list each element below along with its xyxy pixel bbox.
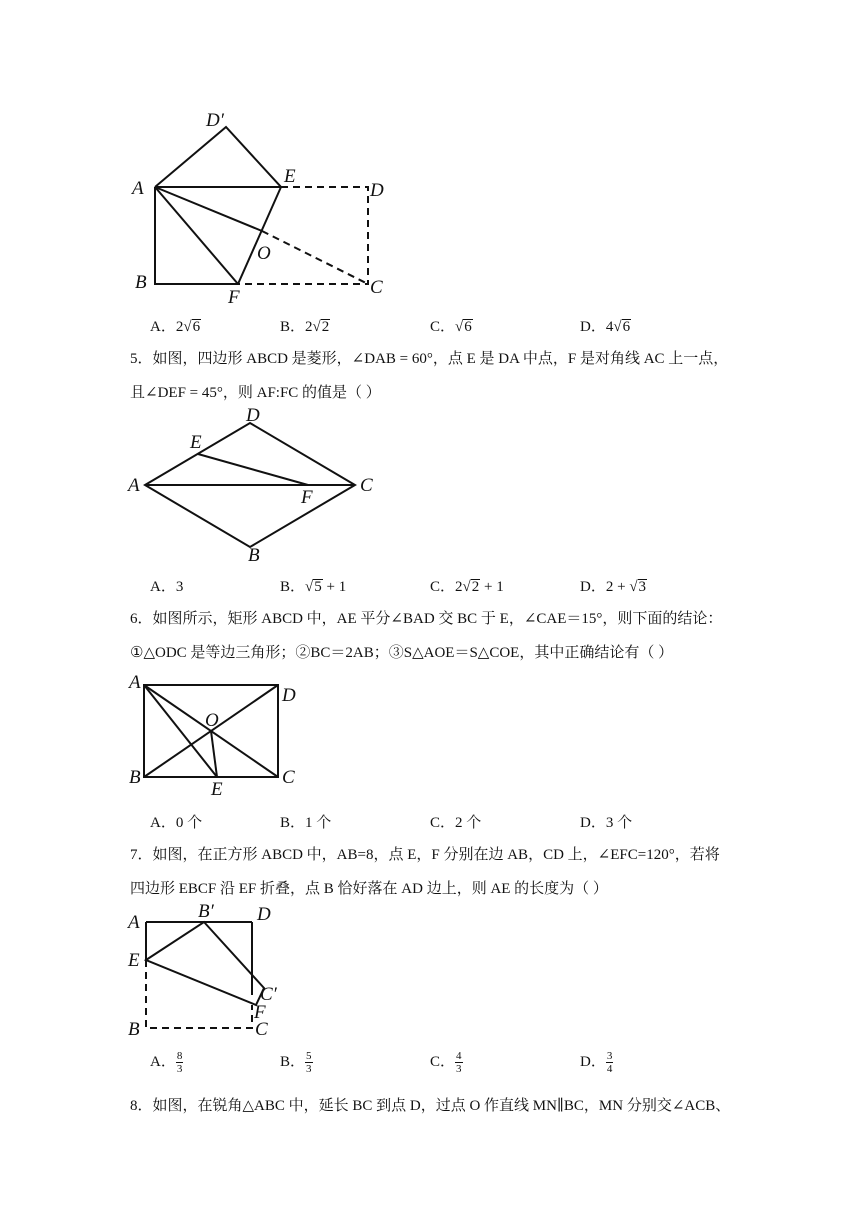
- figure-q5: [120, 405, 390, 565]
- q4-option-d[interactable]: D．4√6: [580, 319, 631, 335]
- fig5-label-f: F: [301, 487, 313, 508]
- fig7-dashed-original: [146, 960, 252, 1028]
- fig7-label-b: B: [128, 1019, 140, 1040]
- fig6-label-o: O: [205, 710, 219, 731]
- fig4-label-o: O: [257, 243, 271, 264]
- fig6-label-d: D: [282, 685, 296, 706]
- fig4-label-b: B: [135, 272, 147, 293]
- fig4-segment-af: [155, 187, 238, 284]
- q7-option-b[interactable]: B． $\frac{5}{3}$: [280, 1050, 312, 1076]
- fig5-label-b: B: [248, 545, 260, 566]
- q6-options: [0, 811, 860, 835]
- fig7-label-a: A: [128, 912, 140, 933]
- q7-stem: [130, 838, 750, 906]
- fig4-label-a: A: [132, 178, 144, 199]
- q5-stem: [130, 342, 750, 410]
- fig6-label-e: E: [211, 779, 223, 800]
- q8-stem: [130, 1089, 750, 1123]
- q7-line-2: 四边形 EBCF 沿 EF 折叠，点 B 恰好落在 AD 边上，则 AE 的长度为（ ）: [130, 881, 608, 897]
- fig6-label-c: C: [282, 767, 295, 788]
- q6-line-1: 6．如图所示，矩形 ABCD 中，AE 平分∠BAD 交 BC 于 E，∠CAE＝15°，则下面的结论：: [130, 611, 723, 627]
- q8-line-1: 8．如图，在锐角△ABC 中，延长 BC 到点 D，过点 O 作直线 MN∥BC，MN 分别交∠ACB、: [130, 1098, 731, 1114]
- fig4-label-d: D: [370, 180, 384, 201]
- fig7-label-e: E: [128, 950, 140, 971]
- fig4-dashed-edges: [238, 187, 368, 284]
- q6-option-b[interactable]: B．1 个: [280, 815, 332, 831]
- fig7-folded-quad: [146, 922, 264, 1005]
- fig4-dashed-oc: [262, 231, 368, 284]
- fig6-label-a: A: [129, 672, 141, 693]
- fig7-label-f: F: [254, 1002, 266, 1023]
- q6-option-a[interactable]: A．0 个: [150, 815, 203, 831]
- fig5-label-c: C: [360, 475, 373, 496]
- q6-stem: [130, 602, 750, 670]
- figure-q4: [120, 100, 400, 308]
- q4-options: [0, 315, 860, 339]
- fig7-label-d: D: [257, 904, 271, 925]
- fig5-label-e: E: [190, 432, 202, 453]
- q6-line-2: ①△ODC 是等边三角形；②BC＝2AB；③S△AOE＝S△COE，其中正确结论有（ ）: [130, 645, 674, 661]
- fig6-segment-ae: [144, 685, 217, 777]
- q7-option-a[interactable]: A． $\frac{8}{3}$: [150, 1050, 183, 1076]
- q5-line-1: 5．如图，四边形 ABCD 是菱形，∠DAB = 60°，点 E 是 DA 中点，F 是对角线 AC 上一点，: [130, 351, 729, 367]
- figure-q6: [120, 670, 310, 800]
- q7-option-c[interactable]: C． $\frac{4}{3}$: [430, 1050, 462, 1076]
- q5-options: [0, 575, 860, 599]
- fig4-label-f: F: [228, 287, 240, 308]
- q6-option-c[interactable]: C．2 个: [430, 815, 482, 831]
- fig6-label-b: B: [129, 767, 141, 788]
- q5-option-a[interactable]: A．3: [150, 579, 184, 595]
- fig5-label-d: D: [246, 405, 260, 426]
- fig5-label-a: A: [128, 475, 140, 496]
- fig4-segment-ao: [155, 187, 262, 231]
- q5-option-b[interactable]: B．√5 + 1: [280, 579, 347, 595]
- q5-option-c[interactable]: C．2√2 + 1: [430, 579, 504, 595]
- fig4-label-dprime: D′: [206, 110, 224, 131]
- q5-option-d[interactable]: D．2 + √3: [580, 579, 647, 595]
- q7-options: [0, 1050, 860, 1080]
- q7-line-1: 7．如图，在正方形 ABCD 中，AB=8，点 E，F 分别在边 AB，CD 上，∠EFC=120°，若将: [130, 847, 720, 863]
- fig7-label-c: C: [255, 1019, 268, 1040]
- q4-option-c[interactable]: C．√6: [430, 319, 472, 335]
- q6-option-d[interactable]: D．3 个: [580, 815, 633, 831]
- q7-option-d[interactable]: D． $\frac{3}{4}$: [580, 1050, 613, 1076]
- q4-option-b[interactable]: B．2√2: [280, 319, 330, 335]
- fig4-label-c: C: [370, 277, 383, 298]
- fig7-label-cprime: C′: [260, 984, 277, 1005]
- figure-q7: [120, 900, 290, 1040]
- q4-option-a[interactable]: A．2√6: [150, 319, 201, 335]
- q5-line-2: 且∠DEF = 45°，则 AF:FC 的值是（ ）: [130, 385, 381, 401]
- fig4-label-e: E: [284, 166, 296, 187]
- fig7-label-bprime: B′: [198, 901, 214, 922]
- fig5-segment-ef: [198, 454, 308, 485]
